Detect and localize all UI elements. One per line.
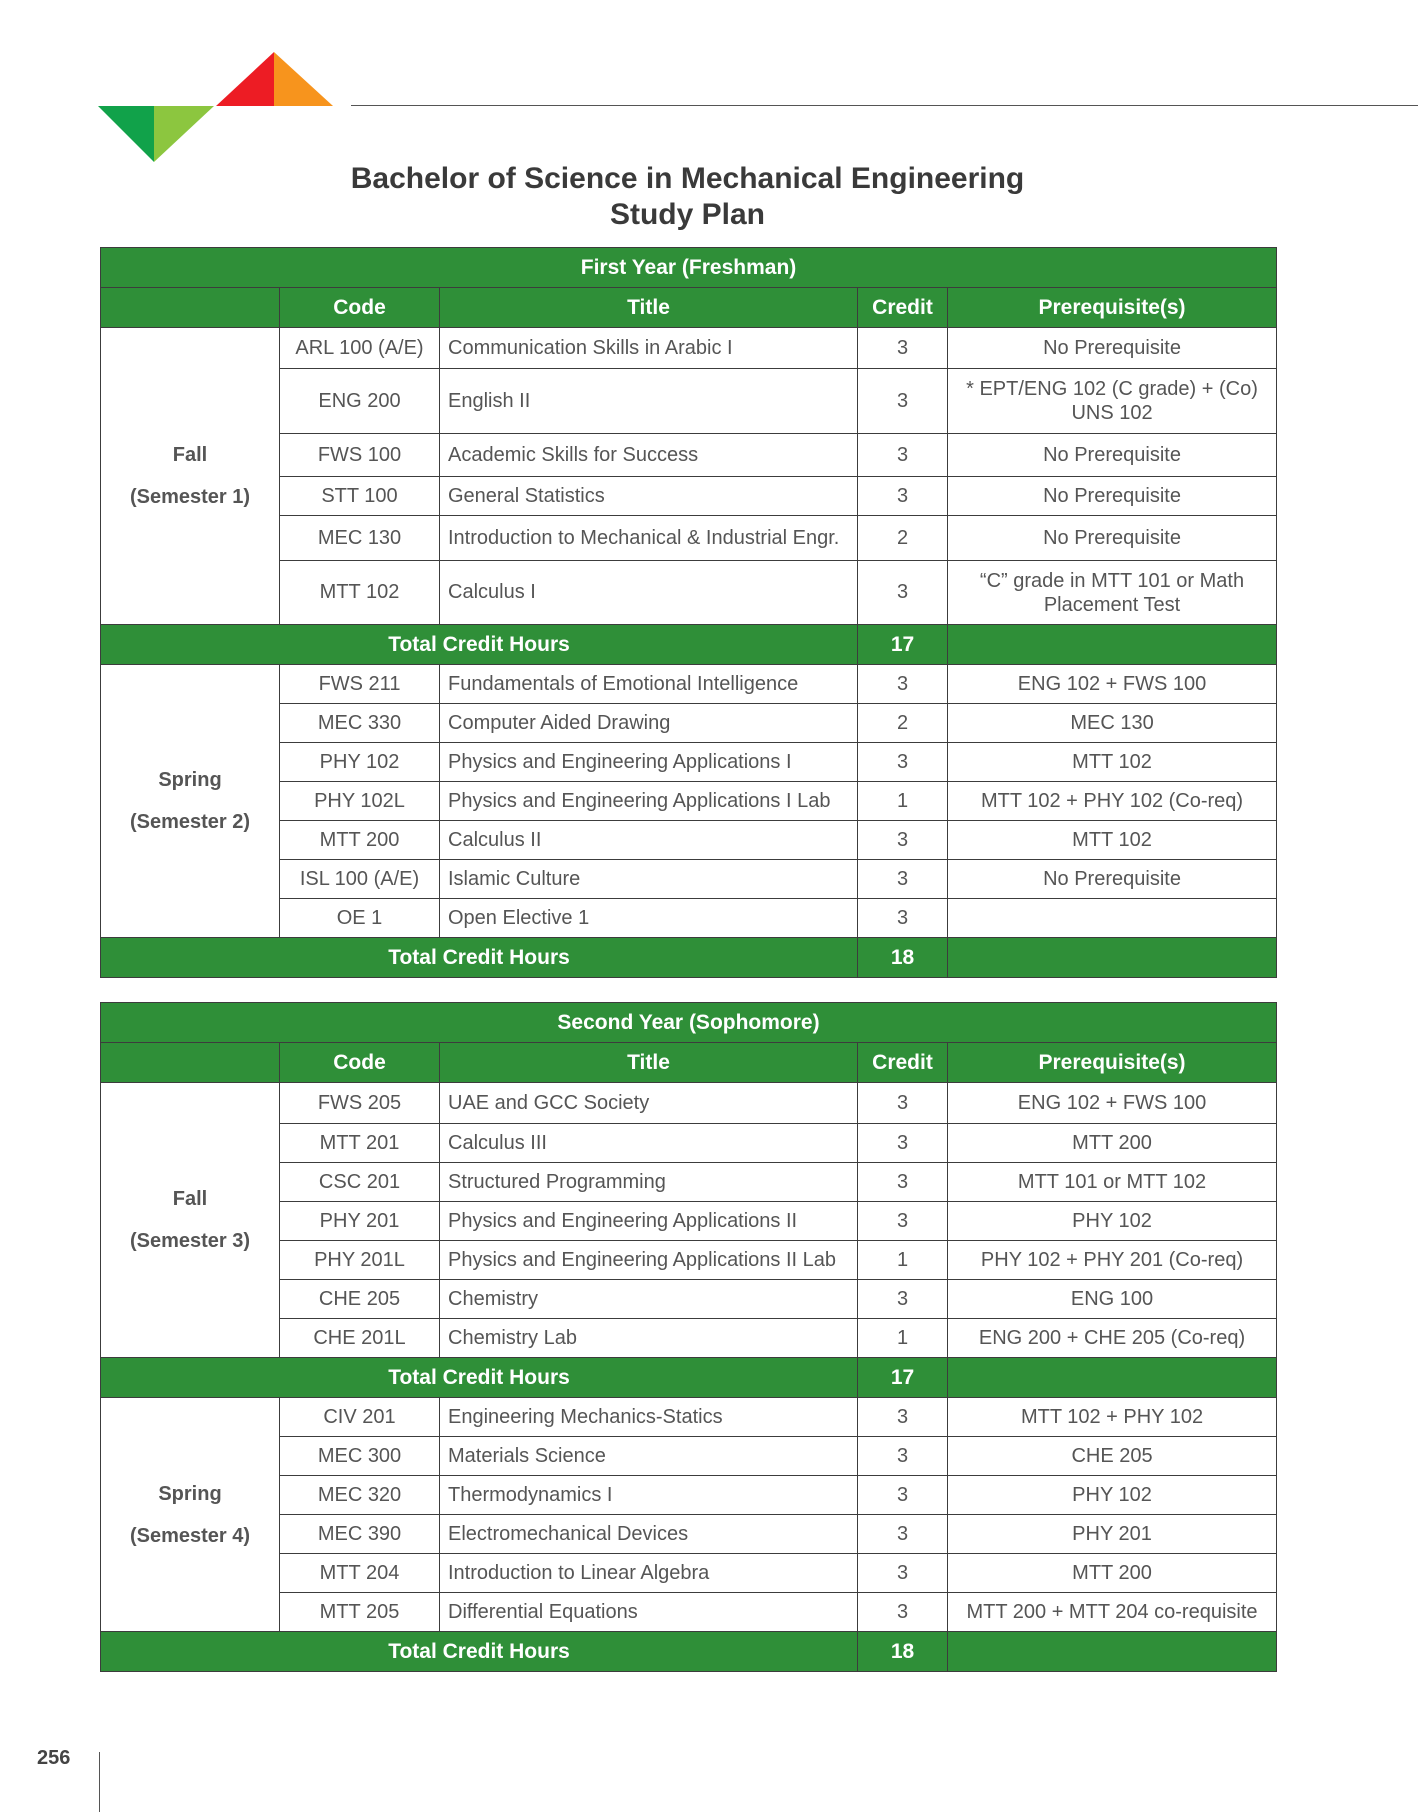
total-row [101, 1632, 1277, 1672]
course-prereq: PHY 102 + PHY 201 (Co-req) [948, 1241, 1277, 1280]
total-blank [948, 1632, 1277, 1672]
course-prereq: No Prerequisite [948, 477, 1277, 516]
course-title: Introduction to Linear Algebra [440, 1554, 858, 1593]
course-prereq: “C” grade in MTT 101 or Math Placement Test [948, 561, 1277, 625]
course-credit: 3 [858, 328, 948, 369]
course-code: MTT 204 [280, 1554, 440, 1593]
semester-season: Spring [158, 1482, 222, 1505]
semester-season: Fall [172, 444, 208, 466]
course-prereq: MEC 130 [948, 704, 1277, 743]
course-credit: 3 [858, 1280, 948, 1319]
course-title: Calculus II [440, 821, 858, 860]
course-code: ISL 100 (A/E) [280, 860, 440, 899]
course-code: MTT 102 [280, 561, 440, 625]
course-title: Islamic Culture [440, 860, 858, 899]
course-title: Engineering Mechanics-Statics [440, 1398, 858, 1437]
semester-cell [101, 328, 280, 625]
course-credit: 3 [858, 1515, 948, 1554]
course-code: FWS 211 [280, 665, 440, 704]
course-credit: 3 [858, 860, 948, 899]
semester-cell [101, 665, 280, 938]
course-title: Chemistry [440, 1280, 858, 1319]
course-credit: 2 [858, 516, 948, 561]
total-blank [948, 1358, 1277, 1398]
course-code: MTT 200 [280, 821, 440, 860]
course-code: ARL 100 (A/E) [280, 328, 440, 369]
course-prereq: No Prerequisite [948, 860, 1277, 899]
course-code: MTT 201 [280, 1124, 440, 1163]
year-heading-row [101, 248, 1277, 288]
course-credit: 3 [858, 743, 948, 782]
semester-label: (Semester 3) [129, 1230, 251, 1252]
course-credit: 3 [858, 561, 948, 625]
course-credit: 3 [858, 369, 948, 434]
course-title: Differential Equations [440, 1593, 858, 1632]
column-header-code: Code [280, 1043, 440, 1083]
course-credit: 3 [858, 1437, 948, 1476]
course-title: Open Elective 1 [440, 899, 858, 938]
header-rule [351, 105, 1418, 106]
course-prereq: ENG 100 [948, 1280, 1277, 1319]
column-header-title: Title [440, 1043, 858, 1083]
column-header-row [101, 288, 1277, 328]
course-prereq: No Prerequisite [948, 516, 1277, 561]
course-prereq: PHY 201 [948, 1515, 1277, 1554]
course-prereq: ENG 200 + CHE 205 (Co-req) [948, 1319, 1277, 1358]
total-blank [948, 938, 1277, 978]
course-title: Electromechanical Devices [440, 1515, 858, 1554]
course-title: UAE and GCC Society [440, 1083, 858, 1124]
course-credit: 1 [858, 1319, 948, 1358]
course-prereq: ENG 102 + FWS 100 [948, 665, 1277, 704]
page-number-rule [99, 1752, 100, 1812]
logo-lightgreen-triangle [154, 106, 214, 162]
column-header-prereq: Prerequisite(s) [948, 288, 1277, 328]
semester-label: (Semester 2) [129, 811, 251, 833]
course-title: Structured Programming [440, 1163, 858, 1202]
course-code: PHY 102L [280, 782, 440, 821]
course-credit: 3 [858, 1554, 948, 1593]
course-prereq: * EPT/ENG 102 (C grade) + (Co) UNS 102 [948, 369, 1277, 434]
course-prereq: No Prerequisite [948, 434, 1277, 477]
university-logo [98, 50, 338, 162]
year-heading: First Year (Freshman) [101, 248, 1277, 288]
total-label: Total Credit Hours [101, 625, 858, 665]
column-header-code: Code [280, 288, 440, 328]
course-credit: 3 [858, 1083, 948, 1124]
course-title: Physics and Engineering Applications I [440, 743, 858, 782]
course-prereq: MTT 200 [948, 1124, 1277, 1163]
course-code: MEC 330 [280, 704, 440, 743]
course-code: PHY 102 [280, 743, 440, 782]
course-code: FWS 100 [280, 434, 440, 477]
course-credit: 3 [858, 1124, 948, 1163]
course-title: Thermodynamics I [440, 1476, 858, 1515]
course-prereq: MTT 102 + PHY 102 [948, 1398, 1277, 1437]
course-credit: 3 [858, 821, 948, 860]
table-row [101, 328, 1277, 369]
course-title: Physics and Engineering Applications II [440, 1202, 858, 1241]
column-header-row [101, 1043, 1277, 1083]
course-prereq: ENG 102 + FWS 100 [948, 1083, 1277, 1124]
course-code: FWS 205 [280, 1083, 440, 1124]
course-title: Computer Aided Drawing [440, 704, 858, 743]
course-prereq: MTT 200 + MTT 204 co-requisite [948, 1593, 1277, 1632]
total-row [101, 625, 1277, 665]
study-plan-table-year-2 [100, 1002, 1277, 1672]
course-credit: 3 [858, 1398, 948, 1437]
page-title-line1: Bachelor of Science in Mechanical Engineering [350, 162, 1025, 195]
page-title-line2: Study Plan [609, 198, 766, 231]
total-credits: 18 [858, 1632, 948, 1672]
course-code: CIV 201 [280, 1398, 440, 1437]
course-code: MEC 300 [280, 1437, 440, 1476]
course-title: General Statistics [440, 477, 858, 516]
semester-season: Spring [158, 769, 222, 791]
year-heading-row [101, 1003, 1277, 1043]
course-code: MEC 320 [280, 1476, 440, 1515]
table-row [101, 1083, 1277, 1124]
course-code: CHE 201L [280, 1319, 440, 1358]
course-title: Fundamentals of Emotional Intelligence [440, 665, 858, 704]
logo-red-triangle [216, 52, 274, 106]
course-code: MTT 205 [280, 1593, 440, 1632]
course-code: CSC 201 [280, 1163, 440, 1202]
course-code: MEC 390 [280, 1515, 440, 1554]
total-label: Total Credit Hours [101, 1632, 858, 1672]
course-credit: 3 [858, 1202, 948, 1241]
course-credit: 2 [858, 704, 948, 743]
course-title: Calculus III [440, 1124, 858, 1163]
course-credit: 1 [858, 1241, 948, 1280]
course-credit: 1 [858, 782, 948, 821]
logo-orange-triangle [274, 52, 333, 106]
course-prereq: PHY 102 [948, 1202, 1277, 1241]
course-prereq: No Prerequisite [948, 328, 1277, 369]
page-number: 256 [37, 1747, 71, 1769]
total-credits: 17 [858, 625, 948, 665]
course-title: Materials Science [440, 1437, 858, 1476]
column-header-credit: Credit [858, 288, 948, 328]
total-row [101, 938, 1277, 978]
course-code: CHE 205 [280, 1280, 440, 1319]
study-plan-table-year-1 [100, 247, 1277, 978]
total-credits: 17 [858, 1358, 948, 1398]
column-header-prereq: Prerequisite(s) [948, 1043, 1277, 1083]
column-header-title: Title [440, 288, 858, 328]
course-prereq: MTT 200 [948, 1554, 1277, 1593]
course-prereq: MTT 102 + PHY 102 (Co-req) [948, 782, 1277, 821]
course-prereq [948, 899, 1277, 938]
course-prereq: MTT 102 [948, 821, 1277, 860]
page-title [230, 161, 1145, 233]
course-code: MEC 130 [280, 516, 440, 561]
course-credit: 3 [858, 434, 948, 477]
total-blank [948, 625, 1277, 665]
course-prereq: MTT 101 or MTT 102 [948, 1163, 1277, 1202]
semester-cell [101, 1083, 280, 1358]
total-row [101, 1358, 1277, 1398]
course-title: Chemistry Lab [440, 1319, 858, 1358]
course-title: Physics and Engineering Applications II Lab [440, 1241, 858, 1280]
course-title: Communication Skills in Arabic I [440, 328, 858, 369]
table-row [101, 665, 1277, 704]
course-title: Academic Skills for Success [440, 434, 858, 477]
logo-green-triangle [98, 106, 154, 162]
column-header-semester [101, 1043, 280, 1083]
course-code: PHY 201 [280, 1202, 440, 1241]
course-credit: 3 [858, 1476, 948, 1515]
course-title: English II [440, 369, 858, 434]
course-prereq: CHE 205 [948, 1437, 1277, 1476]
course-code: STT 100 [280, 477, 440, 516]
column-header-credit: Credit [858, 1043, 948, 1083]
course-title: Physics and Engineering Applications I Lab [440, 782, 858, 821]
course-title: Calculus I [440, 561, 858, 625]
course-credit: 3 [858, 1593, 948, 1632]
course-credit: 3 [858, 665, 948, 704]
column-header-semester [101, 288, 280, 328]
course-code: OE 1 [280, 899, 440, 938]
course-prereq: PHY 102 [948, 1476, 1277, 1515]
total-label: Total Credit Hours [101, 938, 858, 978]
total-credits: 18 [858, 938, 948, 978]
course-code: ENG 200 [280, 369, 440, 434]
course-prereq: MTT 102 [948, 743, 1277, 782]
total-label: Total Credit Hours [101, 1358, 858, 1398]
course-title: Introduction to Mechanical & Industrial Engr. [440, 516, 858, 561]
table-row [101, 1398, 1277, 1437]
semester-label: (Semester 4) [129, 1524, 251, 1547]
year-heading: Second Year (Sophomore) [101, 1003, 1277, 1043]
course-credit: 3 [858, 899, 948, 938]
course-credit: 3 [858, 1163, 948, 1202]
semester-cell [101, 1398, 280, 1632]
semester-label: (Semester 1) [129, 486, 251, 508]
course-credit: 3 [858, 477, 948, 516]
course-code: PHY 201L [280, 1241, 440, 1280]
semester-season: Fall [172, 1188, 208, 1210]
